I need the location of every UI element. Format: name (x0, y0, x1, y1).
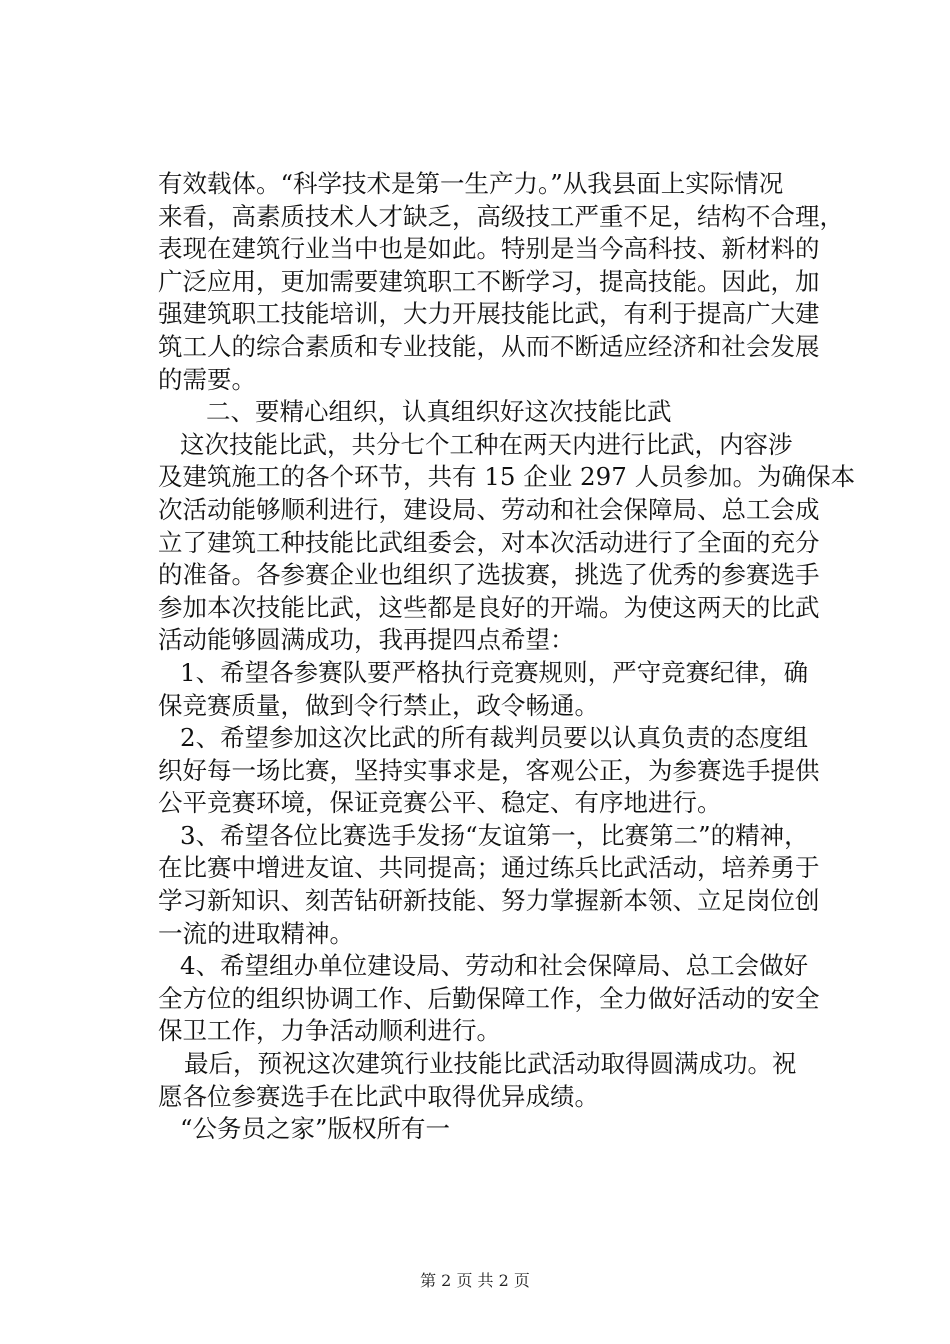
text-line: 有效载体。“科学技术是第一生产力。”从我县面上实际情况 (158, 169, 784, 198)
text-line: 表现在建筑行业当中也是如此。特别是当今高科技、新材料的 (158, 234, 820, 264)
text-line: 及建筑施工的各个环节，共有 15 企业 297 人员参加。为确保本 (158, 462, 856, 492)
text-line: 筑工人的综合素质和专业技能，从而不断适应经济和社会发展 (158, 331, 820, 361)
text-line: 1、希望各参赛队要严格执行竞赛规则，严守竞赛纪律，确 (180, 657, 809, 687)
text-line: 立了建筑工种技能比武组委会，对本次活动进行了全面的充分 (158, 527, 820, 557)
text-line: 次活动能够顺利进行，建设局、劳动和社会保障局、总工会成 (158, 494, 820, 524)
text-line: 最后，预祝这次建筑行业技能比武活动取得圆满成功。祝 (184, 1049, 797, 1079)
copyright-line: “公务员之家”版权所有一 (180, 1114, 451, 1144)
document-body (158, 168, 856, 1146)
text-line: 这次技能比武，共分七个工种在两天内进行比武，内容涉 (180, 429, 793, 459)
text-line: 强建筑职工技能培训，大力开展技能比武，有利于提高广大建 (158, 299, 820, 329)
text-line: 2、希望参加这次比武的所有裁判员要以认真负责的态度组 (180, 723, 809, 753)
text-line: 织好每一场比赛，坚持实事求是，客观公正，为参赛选手提供 (158, 755, 820, 785)
text-line: 3、希望各位比赛选手发扬“友谊第一，比赛第二”的精神， (180, 820, 809, 850)
text-line: 来看，高素质技术人才缺乏，高级技工严重不足，结构不合理， (158, 201, 844, 231)
text-line: 活动能够圆满成功，我再提四点希望： (158, 625, 575, 655)
text-line: 广泛应用，更加需要建筑职工不断学习，提高技能。因此，加 (158, 266, 820, 296)
text-line: 保卫工作，力争活动顺利进行。 (158, 1016, 501, 1046)
text-line: 参加本次技能比武，这些都是良好的开端。为使这两天的比武 (158, 592, 820, 622)
section-heading: 二、要精心组织，认真组织好这次技能比武 (206, 397, 672, 427)
text-line: 全方位的组织协调工作、后勤保障工作，全力做好活动的安全 (158, 983, 820, 1013)
text-line: 学习新知识、刻苦钻研新技能、努力掌握新本领、立足岗位创 (158, 886, 820, 916)
page-number-label: 第 2 页 共 2 页 (420, 1271, 530, 1290)
text-line: 的准备。各参赛企业也组织了选拔赛，挑选了优秀的参赛选手 (158, 560, 820, 590)
text-line: 公平竞赛环境，保证竞赛公平、稳定、有序地进行。 (158, 788, 722, 818)
page-footer (0, 1271, 950, 1291)
text-line: 愿各位参赛选手在比武中取得优异成绩。 (158, 1081, 599, 1111)
text-line: 在比赛中增进友谊、共同提高；通过练兵比武活动，培养勇于 (158, 853, 820, 883)
text-line: 保竞赛质量，做到令行禁止，政令畅通。 (158, 690, 599, 720)
text-line: 一流的进取精神。 (158, 918, 354, 948)
text-line: 4、希望组办单位建设局、劳动和社会保障局、总工会做好 (180, 951, 809, 981)
text-line: 的需要。 (158, 364, 256, 394)
